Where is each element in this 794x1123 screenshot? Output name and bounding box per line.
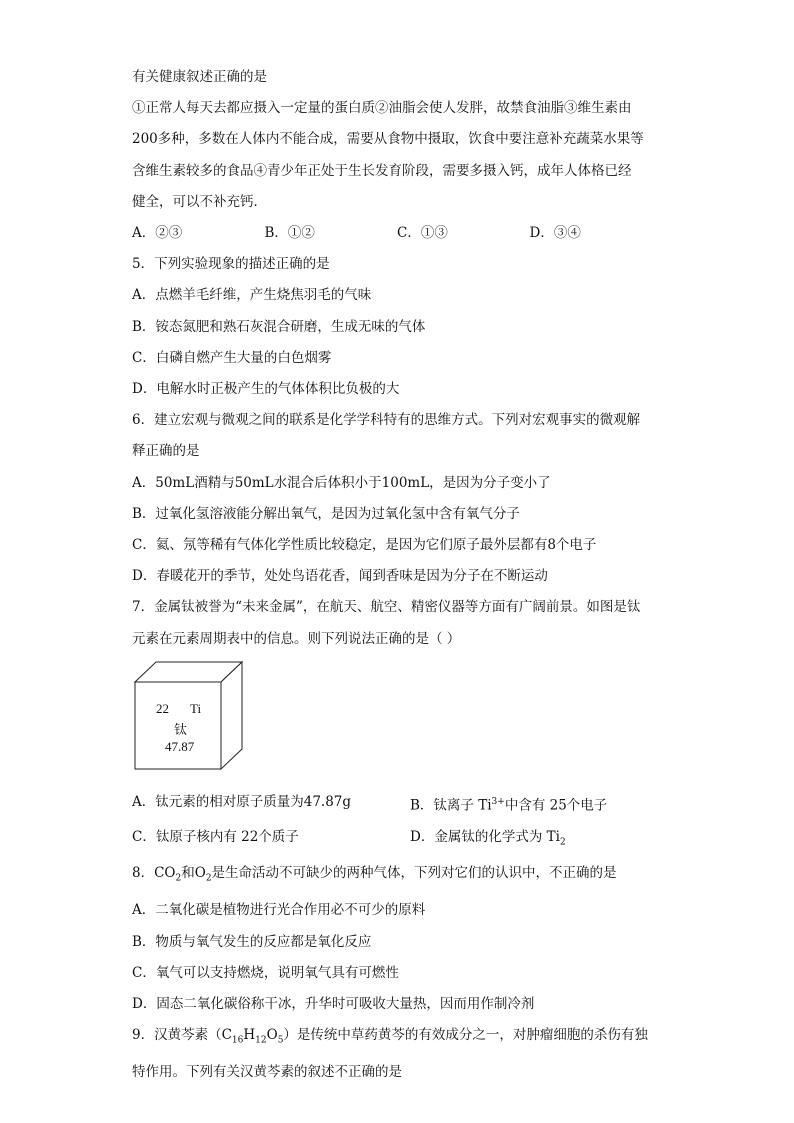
q7-option-a: A．钛元素的相对原子质量为47.87g (132, 793, 352, 810)
q5-option-c: C．白磷自燃产生大量的白色烟雾 (132, 349, 332, 366)
q7-option-d (410, 822, 566, 859)
q5-stem: 5．下列实验现象的描述正确的是 (132, 256, 330, 273)
q5-option-d: D．电解水时正极产生的气体体积比负极的大 (132, 381, 400, 398)
q9-subscript: 5 (277, 1035, 284, 1046)
element-symbol: Ti (190, 700, 202, 716)
q4-option-d: D．③④ (529, 225, 581, 242)
q8-option-c: C．氧气可以支持燃烧，说明氧气具有可燃性 (132, 964, 399, 981)
q8-option-a: A．二氧化碳是植物进行光合作用必不可少的原料 (132, 902, 426, 919)
q4-body-line: 含维生素较多的食品④青少年正处于生长发育阶段，需要多摄入钙，成年人体格已经 (132, 162, 632, 179)
q6-option-a: A．50mL酒精与50mL水混合后体积小于100mL，是因为分子变小了 (132, 474, 551, 491)
q8-option-d: D．固态二氧化碳俗称干冰，升华时可吸收大量热，因而用作制冷剂 (132, 995, 535, 1012)
q7-options-row (132, 787, 662, 822)
element-card-figure (132, 655, 662, 787)
q7-stem-line: 7．金属钛被誉为“未来金属”，在航天、航空、精密仪器等方面有广阔前景。如图是钛 (132, 599, 641, 616)
q5-option-a: A．点燃羊毛纤维，产生烧焦羽毛的气味 (132, 287, 372, 304)
q9-stem (132, 1020, 662, 1057)
element-name: 钛 (174, 721, 188, 737)
q8-stem-part: 是生命活动不可缺少的两种气体，下列对它们的认识中，不正确的是 (211, 865, 617, 882)
q7-options-row (132, 822, 662, 859)
q7-option-b-text: B．钛离子 Ti (410, 797, 492, 814)
q4-option-c: C．①③ (397, 225, 448, 242)
q6-stem-line: 6．建立宏观与微观之间的联系是化学学科特有的思维方式。下列对宏观事实的微观解 (132, 412, 641, 429)
q7-ion-charge: 3+ (491, 796, 505, 807)
q4-body-line: 200多种，多数在人体内不能合成，需要从食物中摄取，饮食中要注意补充蔬菜水果等 (132, 131, 644, 148)
q9-subscript: 12 (255, 1035, 267, 1046)
q9-stem-part: H (243, 1027, 256, 1044)
q8-stem-part: 8．CO (132, 865, 176, 882)
q9-stem-line: 特作用。下列有关汉黄芩素的叙述不正确的是 (132, 1064, 402, 1081)
q9-subscript: 16 (231, 1035, 244, 1046)
q8-stem (132, 858, 662, 895)
q7-option-d-text: D．金属钛的化学式为 Ti (410, 828, 560, 845)
q4-body-line: 健全，可以不补充钙． (132, 193, 267, 210)
q8-subscript: 2 (175, 874, 182, 885)
q6-option-c: C．氦、氖等稀有气体化学性质比较稳定，是因为它们原子最外层都有8个电子 (132, 537, 597, 554)
document-page (132, 62, 662, 1088)
q4-options (132, 218, 662, 249)
q9-stem-part: ）是传统中草药黄芩的有效成分之一，对肿瘤细胞的杀伤有独 (283, 1027, 648, 1044)
q9-stem-part: O (266, 1027, 278, 1044)
q7-stem-line: 元素在元素周期表中的信息。则下列说法正确的是（ ） (132, 630, 461, 647)
q6-stem-line: 释正确的是 (132, 443, 200, 460)
q8-subscript: 2 (205, 874, 212, 885)
q7-option-c: C．钛原子核内有 22个质子 (132, 828, 299, 845)
q6-option-d: D．春暖花开的季节，处处鸟语花香，闻到香味是因为分子在不断运动 (132, 568, 548, 585)
q4-stem: 有关健康叙述正确的是 (132, 69, 267, 85)
q8-stem-part: 和O (181, 865, 206, 882)
q7-option-b-text-end: 中含有 25个电子 (504, 797, 608, 814)
q4-option-b: B．①② (264, 225, 315, 242)
q6-option-b: B．过氧化氢溶液能分解出氧气，是因为过氧化氢中含有氧气分子 (132, 505, 520, 522)
q8-option-b: B．物质与氧气发生的反应都是氧化反应 (132, 933, 372, 950)
q4-body-line: ①正常人每天去都应摄入一定量的蛋白质②油脂会使人发胖，故禁食油脂③维生素由 (132, 100, 632, 117)
q9-stem-part: 9．汉黄芩素（C (132, 1027, 232, 1044)
q5-option-b: B．铵态氮肥和熟石灰混合研磨，生成无味的气体 (132, 318, 426, 335)
q7-option-b (410, 787, 607, 822)
q4-option-a: A．②③ (132, 225, 183, 242)
atomic-number: 22 (156, 700, 169, 716)
atomic-mass: 47.87 (165, 738, 195, 754)
q7-formula-subscript: 2 (559, 837, 566, 848)
